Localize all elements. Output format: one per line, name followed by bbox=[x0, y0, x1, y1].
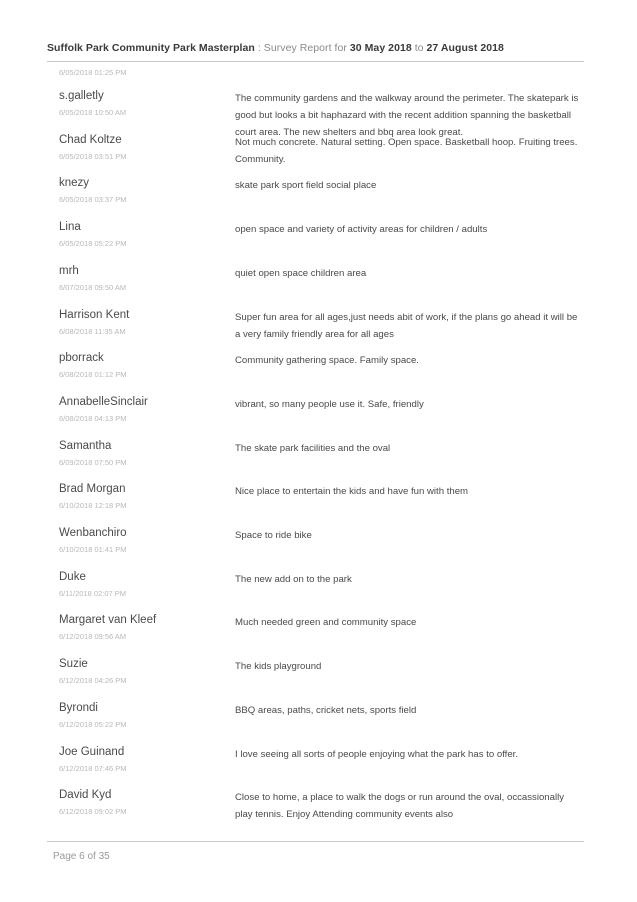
respondent-name: Suzie bbox=[59, 658, 88, 671]
response-timestamp: 6/05/2018 03:37 PM bbox=[59, 195, 127, 205]
respondent-name: mrh bbox=[59, 264, 79, 277]
respondent-name: Joe Guinand bbox=[59, 745, 125, 758]
total-pages: 35 bbox=[98, 851, 110, 862]
response-text: Nice place to entertain the kids and have fun with them bbox=[235, 486, 469, 498]
response-text: The new add on to the park bbox=[235, 573, 352, 585]
response-text: skate park sport field social place bbox=[235, 180, 377, 192]
respondent-name: AnnabelleSinclair bbox=[59, 395, 148, 408]
response-timestamp: 6/08/2018 01:12 PM bbox=[59, 370, 127, 380]
response-text: BBQ areas, paths, cricket nets, sports field bbox=[235, 704, 417, 716]
response-timestamp: 6/10/2018 12:18 PM bbox=[59, 501, 127, 511]
end-date: 27 August 2018 bbox=[426, 42, 504, 54]
response-text: Space to ride bike bbox=[235, 530, 312, 541]
header-separator: : bbox=[254, 42, 264, 54]
response-timestamp: 6/11/2018 02:07 PM bbox=[59, 588, 126, 598]
respondent-name: Duke bbox=[59, 570, 86, 583]
start-date: 30 May 2018 bbox=[349, 42, 412, 54]
response-timestamp: 6/08/2018 11:35 AM bbox=[59, 326, 126, 336]
response-timestamp: 6/05/2018 03:51 PM bbox=[59, 151, 127, 161]
response-text: quiet open space children area bbox=[235, 267, 367, 279]
page-label: Page bbox=[53, 851, 80, 862]
respondent-name: David Kyd bbox=[59, 789, 112, 802]
response-timestamp: 6/12/2018 04:26 PM bbox=[59, 676, 127, 686]
response-text: The community gardens and the walkway around the perimeter. The skatepark is good but looks a bit haphazard with the recent addition spanning the basketball court area. The new shelters and bbq area look great. bbox=[235, 93, 579, 138]
footer-divider bbox=[47, 841, 584, 842]
respondent-name: s.galletly bbox=[59, 90, 104, 102]
response-text: The kids playground bbox=[235, 661, 322, 673]
respondent-name: Lina bbox=[59, 221, 81, 234]
page-footer bbox=[53, 851, 110, 862]
response-timestamp: 6/12/2018 09:02 PM bbox=[59, 807, 127, 817]
continued-timestamp: 6/05/2018 01:25 PM bbox=[59, 68, 127, 77]
response-text: Much needed green and community space bbox=[235, 617, 417, 629]
response-text: The skate park facilities and the oval bbox=[235, 442, 391, 454]
response-text: vibrant, so many people use it. Safe, friendly bbox=[235, 398, 424, 410]
date-to: to bbox=[411, 42, 427, 54]
respondent-name: Harrison Kent bbox=[59, 308, 130, 321]
response-timestamp: 6/12/2018 09:56 AM bbox=[59, 632, 127, 642]
page-number: 6 bbox=[79, 851, 85, 862]
response-text: I love seeing all sorts of people enjoying what the park has to offer. bbox=[235, 748, 519, 760]
respondent-name: pborrack bbox=[59, 352, 104, 365]
response-text: Close to home, a place to walk the dogs or run around the oval, occassionally play tennis. Enjoy Attending community events also bbox=[235, 792, 565, 821]
survey-label: Survey Report for bbox=[263, 42, 350, 54]
response-text: Community gathering space. Family space. bbox=[235, 355, 419, 367]
respondent-name: Byrondi bbox=[59, 701, 98, 714]
response-text: Super fun area for all ages,just needs abit of work, if the plans go ahead it will be a very family friendly area for all ages bbox=[235, 311, 578, 340]
response-timestamp: 6/10/2018 01:41 PM bbox=[59, 545, 127, 554]
report-title: Suffolk Park Community Park Masterplan bbox=[47, 42, 255, 54]
respondent-name: knezy bbox=[59, 177, 90, 190]
response-timestamp: 6/09/2018 07:50 PM bbox=[59, 457, 127, 467]
response-timestamp: 6/08/2018 04:13 PM bbox=[59, 413, 127, 423]
response-text: Not much concrete. Natural setting. Open space. Basketball hoop. Fruiting trees. Community. bbox=[235, 136, 578, 165]
response-timestamp: 6/07/2018 09:50 AM bbox=[59, 282, 127, 292]
respondent-name: Margaret van Kleef bbox=[59, 614, 157, 627]
response-timestamp: 6/12/2018 05:22 PM bbox=[59, 719, 127, 729]
respondent-name: Chad Koltze bbox=[59, 133, 122, 146]
respondent-name: Samantha bbox=[59, 439, 112, 452]
respondent-name: Wenbanchiro bbox=[59, 527, 127, 539]
response-text: open space and variety of activity areas for children / adults bbox=[235, 224, 488, 236]
response-timestamp: 6/05/2018 05:22 PM bbox=[59, 239, 127, 249]
header-divider bbox=[47, 61, 584, 62]
of-label: of bbox=[84, 851, 99, 862]
respondent-name: Brad Morgan bbox=[59, 483, 126, 496]
response-timestamp: 6/12/2018 07:46 PM bbox=[59, 763, 127, 773]
response-timestamp: 6/05/2018 10:50 AM bbox=[59, 108, 127, 117]
report-header bbox=[47, 42, 504, 54]
